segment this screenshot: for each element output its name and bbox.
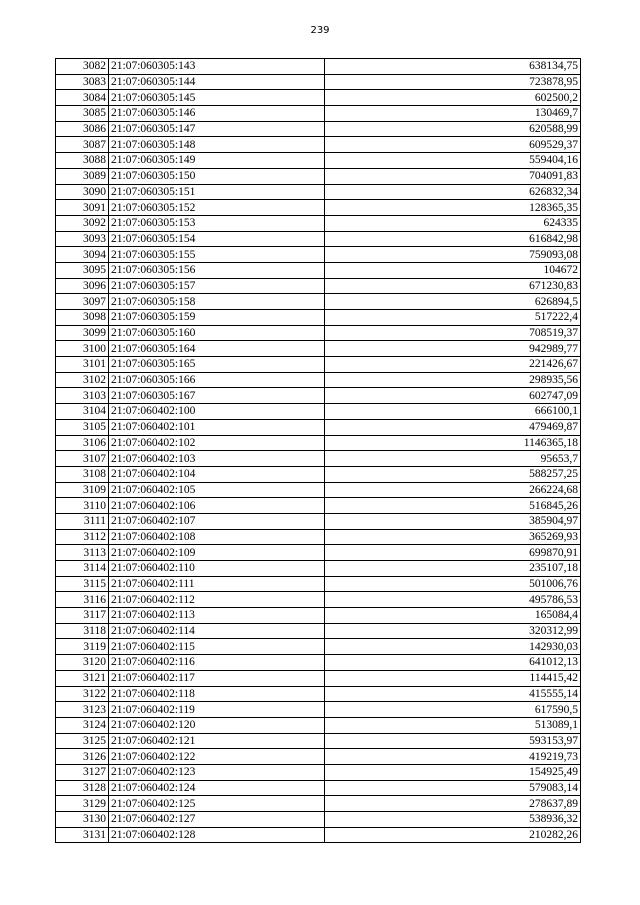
row-number: 3094 [56,247,109,263]
cadastral-number: 21:07:060402:100 [109,404,325,420]
table-row [56,592,581,608]
cadastral-value: 130469,7 [325,106,581,122]
cadastral-value: 626894,5 [325,294,581,310]
cadastral-number: 21:07:060305:164 [109,341,325,357]
cadastral-value: 516845,26 [325,498,581,514]
table-row [56,215,581,231]
cadastral-number: 21:07:060305:166 [109,372,325,388]
table-row [56,325,581,341]
table-row [56,184,581,200]
cadastral-value: 95653,7 [325,451,581,467]
table-row [56,608,581,624]
cadastral-number: 21:07:060402:119 [109,702,325,718]
cadastral-number: 21:07:060305:148 [109,137,325,153]
cadastral-value: 641012,13 [325,655,581,671]
table-row [56,278,581,294]
cadastral-number: 21:07:060305:167 [109,388,325,404]
row-number: 3106 [56,435,109,451]
table-row [56,372,581,388]
cadastral-value: 513089,1 [325,717,581,733]
row-number: 3090 [56,184,109,200]
table-row [56,310,581,326]
row-number: 3096 [56,278,109,294]
table-row [56,717,581,733]
row-number: 3095 [56,262,109,278]
row-number: 3124 [56,717,109,733]
cadastral-number: 21:07:060305:147 [109,121,325,137]
cadastral-number: 21:07:060305:153 [109,215,325,231]
cadastral-number: 21:07:060402:107 [109,513,325,529]
table-row [56,451,581,467]
cadastral-number: 21:07:060402:118 [109,686,325,702]
cadastral-number: 21:07:060402:121 [109,733,325,749]
row-number: 3130 [56,812,109,828]
table-row [56,764,581,780]
cadastral-value: 620588,99 [325,121,581,137]
row-number: 3088 [56,153,109,169]
row-number: 3099 [56,325,109,341]
cadastral-number: 21:07:060305:146 [109,106,325,122]
cadastral-value: 128365,35 [325,200,581,216]
cadastral-number: 21:07:060402:102 [109,435,325,451]
table-row [56,231,581,247]
row-number: 3109 [56,482,109,498]
cadastral-number: 21:07:060402:108 [109,529,325,545]
row-number: 3085 [56,106,109,122]
table-row [56,812,581,828]
cadastral-value: 626832,34 [325,184,581,200]
table-row [56,137,581,153]
cadastral-value: 666100,1 [325,404,581,420]
cadastral-value: 298935,56 [325,372,581,388]
cadastral-number: 21:07:060402:105 [109,482,325,498]
cadastral-number: 21:07:060305:155 [109,247,325,263]
cadastral-value: 759093,08 [325,247,581,263]
table-row [56,388,581,404]
cadastral-number: 21:07:060305:158 [109,294,325,310]
cadastral-value-table [55,58,581,843]
row-number: 3104 [56,404,109,420]
cadastral-value: 538936,32 [325,812,581,828]
cadastral-number: 21:07:060402:123 [109,764,325,780]
table-row [56,74,581,90]
cadastral-number: 21:07:060305:143 [109,59,325,75]
cadastral-value: 699870,91 [325,545,581,561]
table-row [56,702,581,718]
table-row [56,796,581,812]
table-row [56,59,581,75]
table-row [56,827,581,843]
row-number: 3115 [56,576,109,592]
row-number: 3126 [56,749,109,765]
table-row [56,153,581,169]
table-row [56,106,581,122]
table-row [56,529,581,545]
cadastral-number: 21:07:060305:157 [109,278,325,294]
table-row [56,623,581,639]
cadastral-value: 624335 [325,215,581,231]
page-number: 239 [310,25,330,36]
cadastral-number: 21:07:060402:115 [109,639,325,655]
table-row [56,670,581,686]
row-number: 3087 [56,137,109,153]
row-number: 3121 [56,670,109,686]
table-row [56,262,581,278]
row-number: 3093 [56,231,109,247]
row-number: 3086 [56,121,109,137]
cadastral-number: 21:07:060305:152 [109,200,325,216]
cadastral-value: 609529,37 [325,137,581,153]
cadastral-number: 21:07:060402:104 [109,466,325,482]
row-number: 3116 [56,592,109,608]
cadastral-number: 21:07:060402:120 [109,717,325,733]
cadastral-value: 704091,83 [325,168,581,184]
table-row [56,168,581,184]
cadastral-number: 21:07:060402:110 [109,561,325,577]
cadastral-number: 21:07:060402:106 [109,498,325,514]
cadastral-value: 142930,03 [325,639,581,655]
cadastral-value: 593153,97 [325,733,581,749]
cadastral-value: 942989,77 [325,341,581,357]
cadastral-number: 21:07:060305:150 [109,168,325,184]
cadastral-value: 278637,89 [325,796,581,812]
table-row [56,513,581,529]
row-number: 3110 [56,498,109,514]
cadastral-value: 602747,09 [325,388,581,404]
table-row [56,498,581,514]
cadastral-number: 21:07:060402:112 [109,592,325,608]
table-row [56,200,581,216]
cadastral-number: 21:07:060402:124 [109,780,325,796]
cadastral-value: 559404,16 [325,153,581,169]
table-row [56,686,581,702]
table-row [56,561,581,577]
cadastral-number: 21:07:060402:122 [109,749,325,765]
cadastral-value: 165084,4 [325,608,581,624]
row-number: 3105 [56,419,109,435]
row-number: 3127 [56,764,109,780]
table-row [56,121,581,137]
cadastral-number: 21:07:060402:109 [109,545,325,561]
row-number: 3123 [56,702,109,718]
cadastral-number: 21:07:060402:101 [109,419,325,435]
cadastral-value: 671230,83 [325,278,581,294]
row-number: 3102 [56,372,109,388]
cadastral-value: 517222,4 [325,310,581,326]
cadastral-value: 114415,42 [325,670,581,686]
cadastral-value: 210282,26 [325,827,581,843]
table-row [56,404,581,420]
row-number: 3091 [56,200,109,216]
table-row [56,294,581,310]
cadastral-value: 385904,97 [325,513,581,529]
cadastral-number: 21:07:060305:145 [109,90,325,106]
row-number: 3129 [56,796,109,812]
cadastral-value: 1146365,18 [325,435,581,451]
table-row [56,655,581,671]
table-row [56,482,581,498]
row-number: 3114 [56,561,109,577]
cadastral-value: 320312,99 [325,623,581,639]
table-row [56,90,581,106]
cadastral-number: 21:07:060305:156 [109,262,325,278]
row-number: 3117 [56,608,109,624]
table-row [56,576,581,592]
cadastral-value: 419219,73 [325,749,581,765]
cadastral-number: 21:07:060402:114 [109,623,325,639]
cadastral-value: 266224,68 [325,482,581,498]
table-row [56,435,581,451]
row-number: 3128 [56,780,109,796]
cadastral-number: 21:07:060402:127 [109,812,325,828]
table-row [56,545,581,561]
cadastral-value: 221426,67 [325,357,581,373]
cadastral-number: 21:07:060305:149 [109,153,325,169]
cadastral-number: 21:07:060305:154 [109,231,325,247]
cadastral-value: 617590,5 [325,702,581,718]
row-number: 3107 [56,451,109,467]
row-number: 3113 [56,545,109,561]
cadastral-value: 501006,76 [325,576,581,592]
row-number: 3122 [56,686,109,702]
cadastral-number: 21:07:060402:117 [109,670,325,686]
cadastral-number: 21:07:060402:125 [109,796,325,812]
row-number: 3084 [56,90,109,106]
table-row [56,341,581,357]
row-number: 3101 [56,357,109,373]
cadastral-value: 579083,14 [325,780,581,796]
cadastral-value: 104672 [325,262,581,278]
table-row [56,419,581,435]
row-number: 3118 [56,623,109,639]
cadastral-value: 365269,93 [325,529,581,545]
row-number: 3098 [56,310,109,326]
cadastral-number: 21:07:060305:165 [109,357,325,373]
row-number: 3092 [56,215,109,231]
table-row [56,639,581,655]
cadastral-number: 21:07:060305:159 [109,310,325,326]
cadastral-number: 21:07:060402:111 [109,576,325,592]
cadastral-number: 21:07:060305:151 [109,184,325,200]
row-number: 3119 [56,639,109,655]
cadastral-value: 638134,75 [325,59,581,75]
cadastral-value: 415555,14 [325,686,581,702]
cadastral-value: 495786,53 [325,592,581,608]
table-row [56,466,581,482]
row-number: 3082 [56,59,109,75]
row-number: 3083 [56,74,109,90]
cadastral-number: 21:07:060402:103 [109,451,325,467]
cadastral-value: 616842,98 [325,231,581,247]
row-number: 3100 [56,341,109,357]
cadastral-number: 21:07:060402:116 [109,655,325,671]
row-number: 3111 [56,513,109,529]
table-row [56,749,581,765]
cadastral-value: 588257,25 [325,466,581,482]
row-number: 3108 [56,466,109,482]
cadastral-number: 21:07:060402:128 [109,827,325,843]
table-body [56,59,581,843]
row-number: 3131 [56,827,109,843]
row-number: 3097 [56,294,109,310]
cadastral-value: 235107,18 [325,561,581,577]
cadastral-number: 21:07:060305:144 [109,74,325,90]
row-number: 3112 [56,529,109,545]
table-row [56,780,581,796]
table-row [56,733,581,749]
cadastral-value: 723878,95 [325,74,581,90]
cadastral-number: 21:07:060305:160 [109,325,325,341]
table-row [56,357,581,373]
row-number: 3089 [56,168,109,184]
table-row [56,247,581,263]
cadastral-value: 154925,49 [325,764,581,780]
row-number: 3125 [56,733,109,749]
cadastral-value: 602500,2 [325,90,581,106]
cadastral-value: 479469,87 [325,419,581,435]
row-number: 3103 [56,388,109,404]
row-number: 3120 [56,655,109,671]
cadastral-value: 708519,37 [325,325,581,341]
cadastral-number: 21:07:060402:113 [109,608,325,624]
